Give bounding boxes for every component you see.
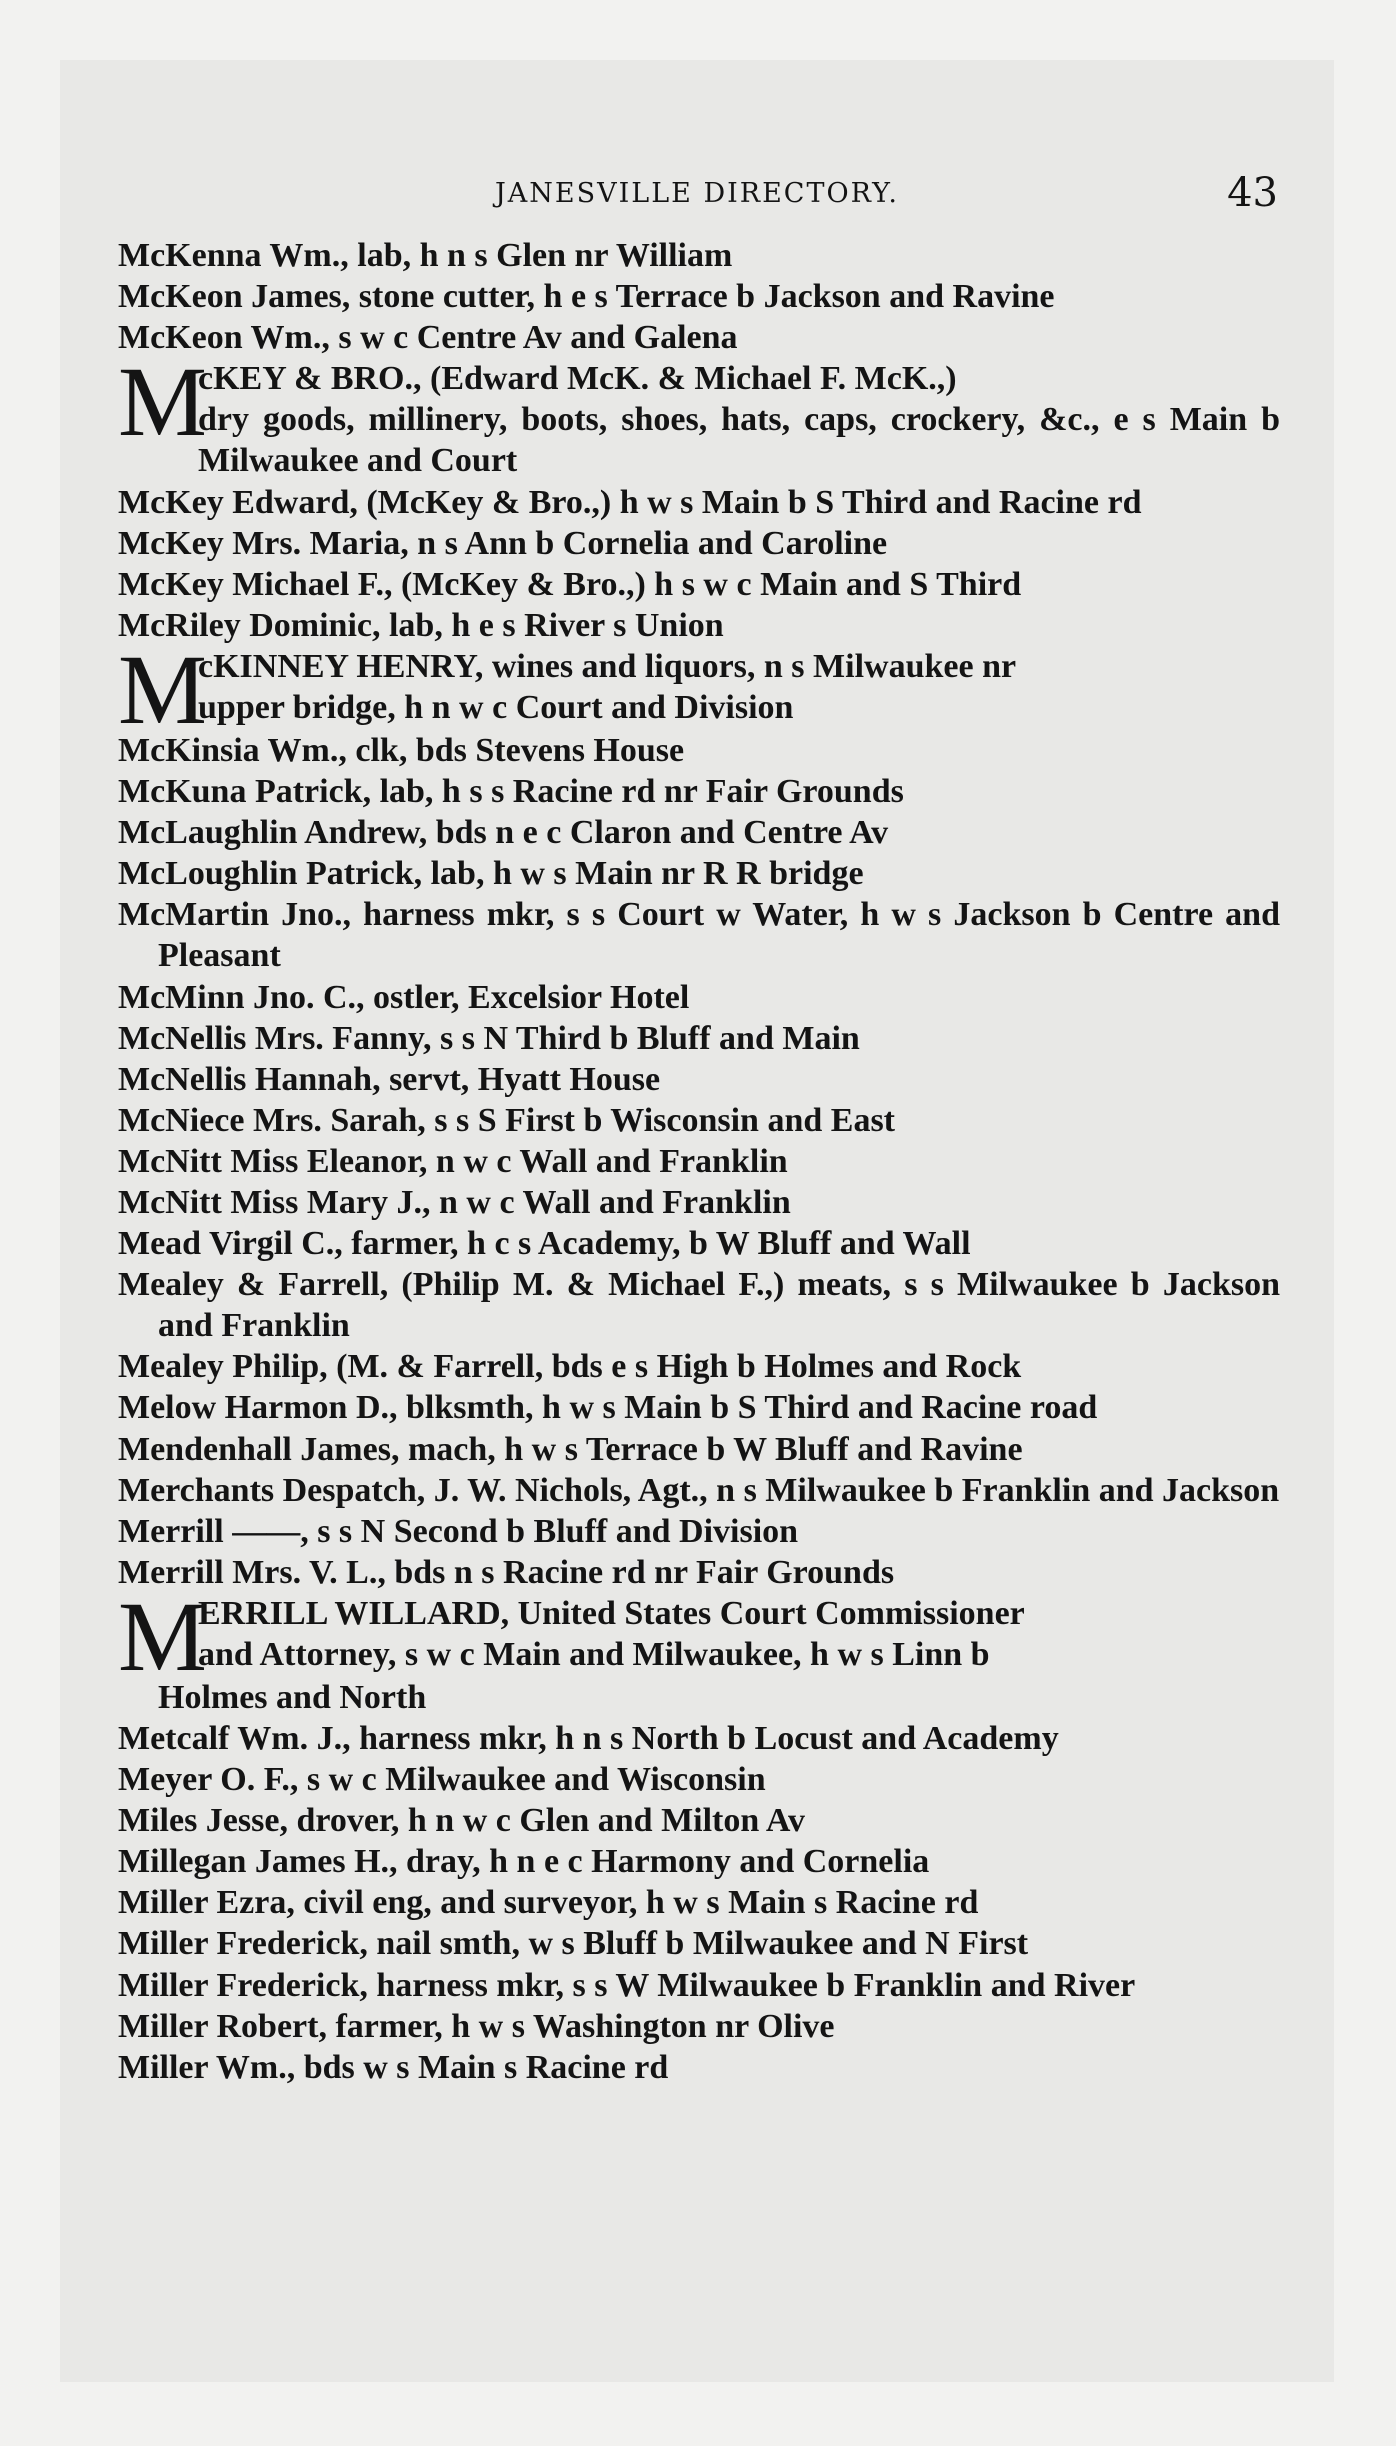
directory-entry: McNellis Hannah, servt, Hyatt House	[118, 1060, 661, 1098]
directory-entry: McKeon James, stone cutter, h e s Terrace b Jackson and Ravine	[118, 278, 1055, 316]
directory-entry: Miller Robert, farmer, h w s Washington nr Olive	[118, 2007, 835, 2045]
drop-cap: M	[118, 633, 207, 745]
directory-entry: McKey Mrs. Maria, n s Ann b Cornelia and Caroline	[118, 524, 888, 562]
directory-entry: McLoughlin Patrick, lab, h w s Main nr R R bridge	[118, 855, 864, 893]
page-header	[60, 170, 1334, 220]
featured-line: cKEY & BRO., (Edward McK. & Michael F. McK.,)	[198, 360, 957, 398]
directory-entry: Metcalf Wm. J., harness mkr, h n s North b Locust and Academy	[118, 1720, 1059, 1757]
directory-entry: Mealey Philip, (M. & Farrell, bds e s High b Holmes and Rock	[118, 1348, 1022, 1386]
featured-entry-mckey-bro	[118, 346, 1280, 481]
directory-entry: Meyer O. F., s w c Milwaukee and Wisconsin	[118, 1761, 766, 1799]
directory-entry: Miles Jesse, drover, h n w c Glen and Milton Av	[118, 1802, 805, 1840]
drop-cap: M	[118, 1580, 207, 1692]
featured-line: upper bridge, h n w c Court and Division	[198, 689, 794, 727]
drop-cap: M	[118, 346, 207, 458]
directory-entry: McNellis Mrs. Fanny, s s N Third b Bluff and Main	[118, 1019, 860, 1057]
directory-entry: Melow Harmon D., blksmth, h w s Main b S Third and Racine road	[118, 1389, 1098, 1427]
directory-entry: Mead Virgil C., farmer, h c s Academy, b W Bluff and Wall	[118, 1225, 971, 1263]
featured-entry-mckinney	[118, 633, 1280, 745]
directory-entry: Miller Ezra, civil eng, and surveyor, h w s Main s Racine rd	[118, 1884, 979, 1922]
directory-entry: McKey Michael F., (McKey & Bro.,) h s w c Main and S Third	[118, 565, 1022, 603]
directory-entry: McKeon Wm., s w c Centre Av and Galena	[118, 319, 738, 357]
directory-entry: Miller Frederick, harness mkr, s s W Milwaukee b Franklin and River	[118, 1966, 1136, 2004]
directory-entry: McKey Edward, (McKey & Bro.,) h w s Main b S Third and Racine rd	[118, 483, 1142, 521]
directory-entry: McKinsia Wm., clk, bds Stevens House	[118, 731, 685, 769]
featured-line: ERRILL WILLARD, United States Court Commissioner	[198, 1594, 1025, 1632]
directory-entry: McMinn Jno. C., ostler, Excelsior Hotel	[118, 978, 690, 1016]
directory-entry: McNiece Mrs. Sarah, s s S First b Wisconsin and East	[118, 1101, 896, 1139]
directory-listing	[118, 235, 1280, 2088]
directory-entry: McNitt Miss Mary J., n w c Wall and Franklin	[118, 1183, 791, 1221]
directory-entry: Mendenhall James, mach, h w s Terrace b W Bluff and Ravine	[118, 1430, 1023, 1468]
featured-line: and Attorney, s w c Main and Milwaukee, h w s Linn b	[198, 1636, 990, 1673]
directory-entry: Miller Frederick, nail smth, w s Bluff b Milwaukee and N First	[118, 1925, 1029, 1963]
featured-line: dry goods, millinery, boots, shoes, hats, caps, crockery, &c., e s Main b Milwaukee and Court	[198, 401, 1280, 480]
running-title: JANESVILLE DIRECTORY.	[494, 178, 900, 209]
featured-entry-merrill-willard	[118, 1580, 1280, 1718]
directory-entry: Mealey & Farrell, (Philip M. & Michael F.,) meats, s s Milwaukee b Jackson and Franklin	[118, 1266, 1280, 1345]
directory-entry: Merrill ——, s s N Second b Bluff and Division	[118, 1512, 799, 1550]
directory-entry: Miller Wm., bds w s Main s Racine rd	[118, 2048, 669, 2086]
directory-entry: McNitt Miss Eleanor, n w c Wall and Franklin	[118, 1142, 788, 1180]
directory-entry: Merrill Mrs. V. L., bds n s Racine rd nr Fair Grounds	[118, 1553, 895, 1591]
directory-page	[60, 60, 1334, 2382]
directory-entry: McRiley Dominic, lab, h e s River s Union	[118, 606, 724, 644]
directory-entry: McMartin Jno., harness mkr, s s Court w Water, h w s Jackson b Centre and Pleasant	[118, 896, 1280, 975]
directory-entry: Merchants Despatch, J. W. Nichols, Agt., n s Milwaukee b Franklin and Jackson	[118, 1471, 1280, 1509]
directory-entry: McLaughlin Andrew, bds n e c Claron and Centre Av	[118, 814, 889, 852]
page-number: 43	[1227, 170, 1278, 216]
featured-line: cKINNEY HENRY, wines and liquors, n s Milwaukee nr	[198, 647, 1017, 685]
featured-line: Holmes and North	[158, 1678, 427, 1716]
directory-entry: McKuna Patrick, lab, h s s Racine rd nr Fair Grounds	[118, 773, 904, 811]
directory-entry: McKenna Wm., lab, h n s Glen nr William	[118, 237, 733, 274]
directory-entry: Millegan James H., dray, h n e c Harmony and Cornelia	[118, 1843, 930, 1881]
